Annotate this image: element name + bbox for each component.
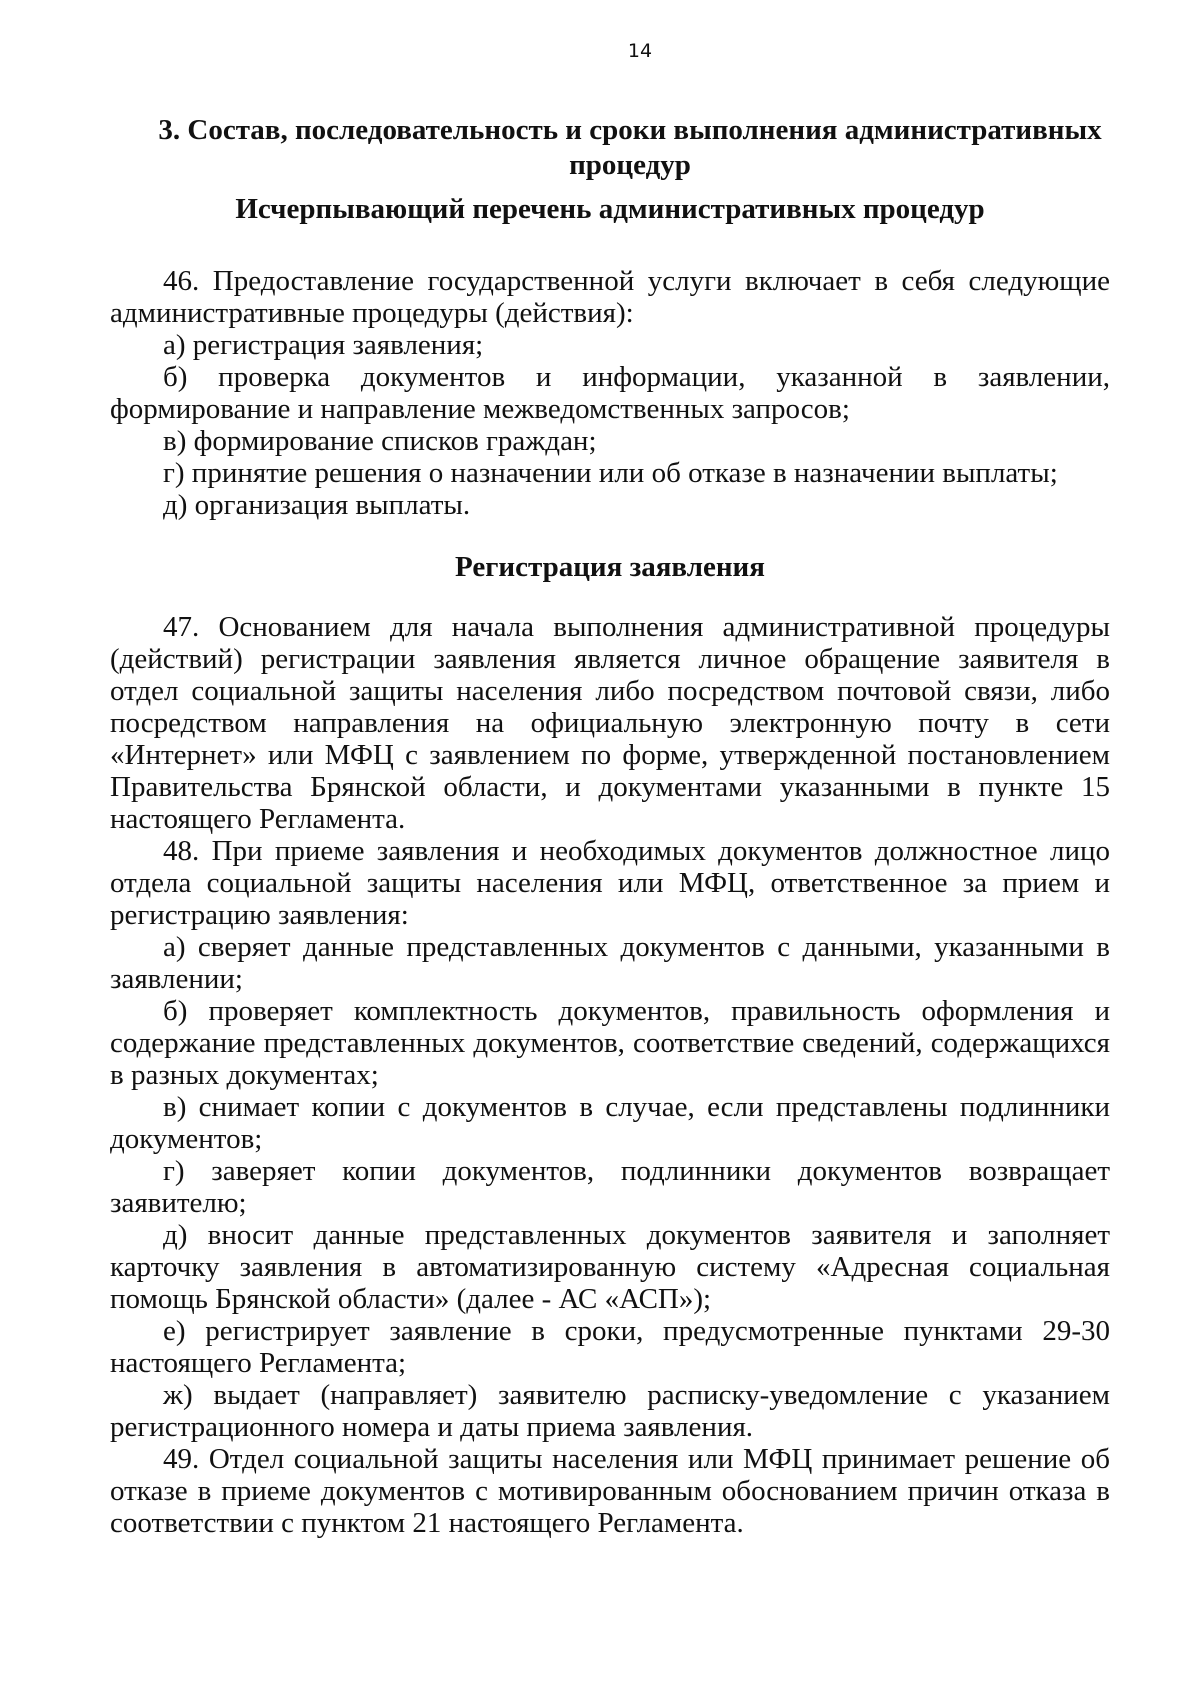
list-item: в) снимает копии с документов в случае, если представлены подлинники документов; [110,1091,1110,1155]
list-item: г) заверяет копии документов, подлинники документов возвращает заявителю; [110,1155,1110,1219]
subsection-heading-registration: Регистрация заявления [455,551,765,583]
list-item: г) принятие решения о назначении или об отказе в назначении выплаты; [163,457,1058,489]
section-title: 3. Состав, последовательность и сроки выполнения административных процедур [158,114,1102,181]
paragraph-46-list [110,329,1110,521]
list-item: е) регистрирует заявление в сроки, предусмотренные пунктами 29-30 настоящего Регламента; [110,1315,1110,1379]
page-number: 14 [627,40,653,62]
paragraph-48-text: 48. При приеме заявления и необходимых документов должностное лицо отдела социальной защиты населения или МФЦ, ответственное за прием и регистрацию заявления: [110,835,1110,931]
document-body [110,265,1110,1539]
list-item: а) регистрация заявления; [163,329,484,361]
list-item: в) формирование списков граждан; [163,425,597,457]
list-item: д) организация выплаты. [163,489,471,521]
list-item: а) сверяет данные представленных документов с данными, указанными в заявлении; [110,931,1110,995]
list-item: б) проверка документов и информации, указанной в заявлении, формирование и направление межведомственных запросов; [110,361,1110,425]
subsection-heading-procedures-list: Исчерпывающий перечень административных процедур [235,193,985,225]
paragraph-48-list [110,931,1110,1443]
list-item: д) вносит данные представленных документов заявителя и заполняет карточку заявления в автоматизированную систему «Адресная социальная помощь Брянской области» (далее - АС «АСП»); [110,1219,1110,1315]
paragraph-49: 49. Отдел социальной защиты населения или МФЦ принимает решение об отказе в приеме документов с мотивированным обоснованием причин отказа в соответствии с пунктом 21 настоящего Регламента. [110,1443,1110,1539]
list-item: ж) выдает (направляет) заявителю расписку-уведомление с указанием регистрационного номера и даты приема заявления. [110,1379,1110,1443]
paragraph-48 [110,835,1110,1443]
list-item: б) проверяет комплектность документов, правильность оформления и содержание представленных документов, соответствие сведений, содержащихся в разных документах; [110,995,1110,1091]
paragraph-46-text: 46. Предоставление государственной услуги включает в себя следующие административные процедуры (действия): [110,265,1110,329]
paragraph-46 [110,265,1110,521]
paragraph-47: 47. Основанием для начала выполнения административной процедуры (действий) регистрации заявления является личное обращение заявителя в отдел социальной защиты населения либо посредством почтовой связи, либо посредством направления на официальную электронную почту в сети «Интернет» или МФЦ с заявлением по форме, утвержденной постановлением Правительства Брянской области, и документами указанными в пункте 15 настоящего Регламента. [110,611,1110,835]
